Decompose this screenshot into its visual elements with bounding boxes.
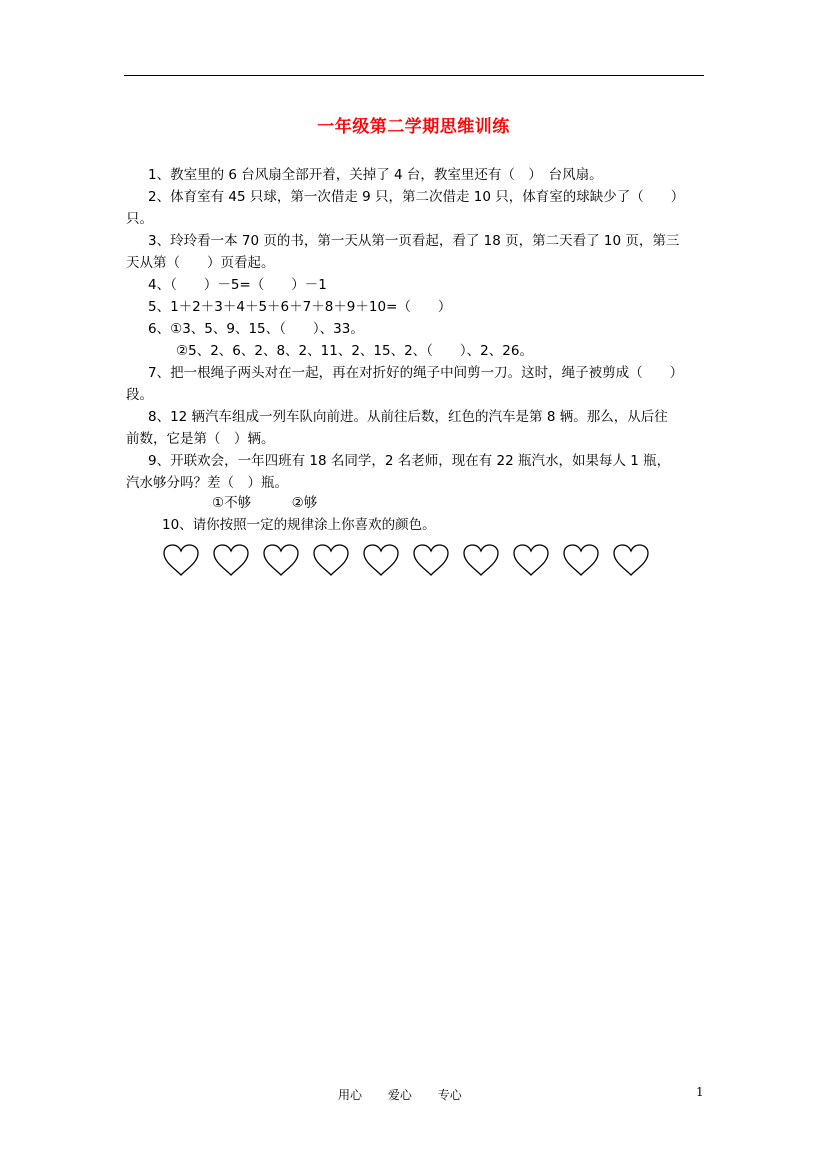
question-9-line-2: 汽水够分吗？差（ ）瓶。 xyxy=(126,475,288,491)
question-5 xyxy=(126,296,706,318)
question-8-line-1 xyxy=(126,406,706,428)
heart-icon[interactable] xyxy=(312,543,350,577)
question-4-text: 4、（ ）－5=（ ）－1 xyxy=(148,277,327,293)
heart-icon[interactable] xyxy=(412,543,450,577)
page-number: 1 xyxy=(696,1085,704,1099)
heart-row xyxy=(162,543,650,579)
footer-item-3: 专心 xyxy=(437,1088,462,1102)
question-8-line-2: 前数，它是第（ ）辆。 xyxy=(126,431,275,447)
question-3-text: 3、玲玲看一本 70 页的书，第一天从第一页看起，看了 18 页，第二天看了 10 页，第三 xyxy=(148,233,680,249)
question-9-options: ①不够 ②够 xyxy=(212,495,318,511)
footer-item-2: 爱心 xyxy=(387,1088,412,1102)
question-6-text: 6、①3、5、9、15、（ ）、33。 xyxy=(148,321,364,337)
question-7-line-2: 段。 xyxy=(126,387,153,403)
question-2-text: 2、体育室有 45 只球，第一次借走 9 只，第二次借走 10 只，体育室的球缺少了（ ） xyxy=(148,189,685,205)
heart-icon[interactable] xyxy=(262,543,300,577)
question-5-text: 5、1＋2＋3＋4＋5＋6＋7＋8＋9＋10=（ ） xyxy=(148,299,452,315)
heart-icon[interactable] xyxy=(362,543,400,577)
question-2-line-1 xyxy=(126,186,706,208)
question-2-line-2: 只。 xyxy=(126,211,153,227)
footer-item-1: 用心 xyxy=(338,1088,363,1102)
question-7-text: 7、把一根绳子两头对在一起，再在对折好的绳子中间剪一刀。这时，绳子被剪成（ ） xyxy=(148,365,684,381)
header-rule xyxy=(124,75,704,76)
question-9-line-1 xyxy=(126,450,706,472)
question-6-line-2: ②5、2、6、2、8、2、11、2、15、2、（ ）、2、26。 xyxy=(176,343,533,359)
page-title: 一年级第二学期思维训练 xyxy=(317,117,510,137)
heart-icon[interactable] xyxy=(462,543,500,577)
question-4 xyxy=(126,274,706,296)
heart-icon[interactable] xyxy=(162,543,200,577)
question-1 xyxy=(126,164,706,186)
question-3-line-1 xyxy=(126,230,706,252)
heart-icon[interactable] xyxy=(512,543,550,577)
question-6-line-1 xyxy=(126,318,706,340)
question-9-text: 9、开联欢会，一年四班有 18 名同学，2 名老师，现在有 22 瓶汽水，如果每人 1 瓶， xyxy=(148,453,671,469)
question-7-line-1 xyxy=(126,362,706,384)
question-8-text: 8、12 辆汽车组成一列车队向前进。从前往后数，红色的汽车是第 8 辆。那么，从后往 xyxy=(148,409,668,425)
heart-icon[interactable] xyxy=(562,543,600,577)
heart-icon[interactable] xyxy=(612,543,650,577)
question-10: 10、请你按照一定的规律涂上你喜欢的颜色。 xyxy=(162,517,436,533)
page-footer xyxy=(338,1086,484,1103)
question-1-text: 1、教室里的 6 台风扇全部开着，关掉了 4 台，教室里还有（ ） 台风扇。 xyxy=(148,167,603,183)
question-3-line-2: 天从第（ ）页看起。 xyxy=(126,255,275,271)
heart-icon[interactable] xyxy=(212,543,250,577)
